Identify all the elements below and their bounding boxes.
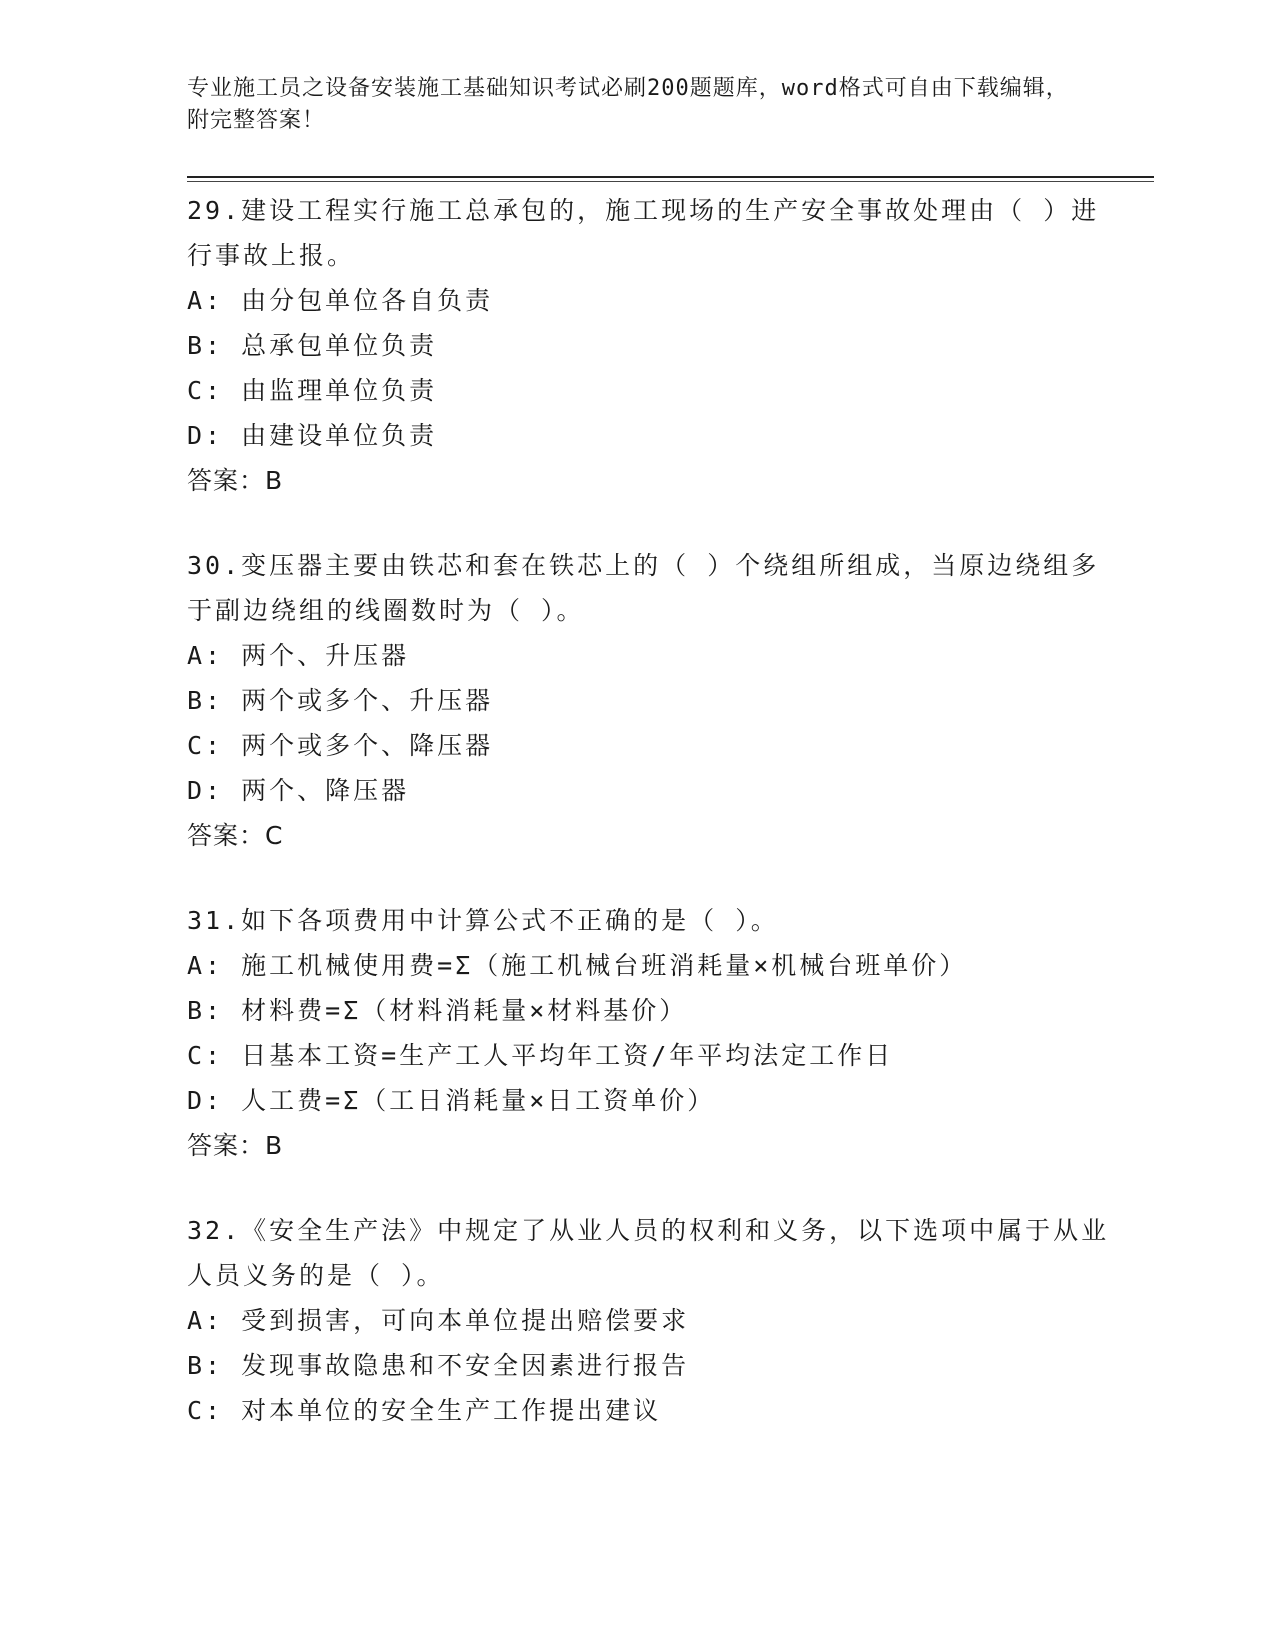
option-c: C: 两个或多个、降压器 bbox=[187, 731, 494, 760]
option-b: B: 材料费=Σ（材料消耗量×材料基价） bbox=[187, 996, 688, 1025]
document-header: 专业施工员之设备安装施工基础知识考试必刷200题题库，word格式可自由下载编辑，附完整答案！ bbox=[187, 76, 1069, 133]
option-c: C: 对本单位的安全生产工作提出建议 bbox=[187, 1396, 662, 1425]
option-a: A: 由分包单位各自负责 bbox=[187, 286, 494, 315]
option-a: A: 施工机械使用费=Σ（施工机械台班消耗量×机械台班单价） bbox=[187, 951, 968, 980]
question-stem: 30.变压器主要由铁芯和套在铁芯上的（ ）个绕组所组成，当原边绕组多于副边绕组的线圈数时为（ ）。 bbox=[187, 551, 1100, 625]
option-a: A: 受到损害，可向本单位提出赔偿要求 bbox=[187, 1306, 690, 1335]
answer: 答案：C bbox=[187, 821, 284, 850]
option-c: C: 由监理单位负责 bbox=[187, 376, 438, 405]
question-list bbox=[187, 188, 1117, 1473]
option-d: D: 人工费=Σ（工日消耗量×日工资单价） bbox=[187, 1086, 716, 1115]
option-b: B: 发现事故隐患和不安全因素进行报告 bbox=[187, 1351, 690, 1380]
question-stem: 29.建设工程实行施工总承包的，施工现场的生产安全事故处理由（ ）进行事故上报。 bbox=[187, 196, 1100, 270]
question-30 bbox=[187, 543, 1117, 858]
answer: 答案：B bbox=[187, 466, 284, 495]
question-32 bbox=[187, 1208, 1117, 1433]
option-b: B: 总承包单位负责 bbox=[187, 331, 438, 360]
header-divider-thick bbox=[187, 176, 1154, 178]
answer: 答案：B bbox=[187, 1131, 284, 1160]
option-c: C: 日基本工资=生产工人平均年工资/年平均法定工作日 bbox=[187, 1041, 894, 1070]
question-29 bbox=[187, 188, 1117, 503]
header-divider-thin bbox=[187, 181, 1154, 182]
option-d: D: 由建设单位负责 bbox=[187, 421, 438, 450]
question-stem: 32.《安全生产法》中规定了从业人员的权利和义务，以下选项中属于从业人员义务的是（ ）。 bbox=[187, 1216, 1110, 1290]
option-d: D: 两个、降压器 bbox=[187, 776, 410, 805]
question-stem: 31.如下各项费用中计算公式不正确的是（ ）。 bbox=[187, 906, 779, 935]
question-31 bbox=[187, 898, 1117, 1168]
option-a: A: 两个、升压器 bbox=[187, 641, 410, 670]
option-b: B: 两个或多个、升压器 bbox=[187, 686, 494, 715]
